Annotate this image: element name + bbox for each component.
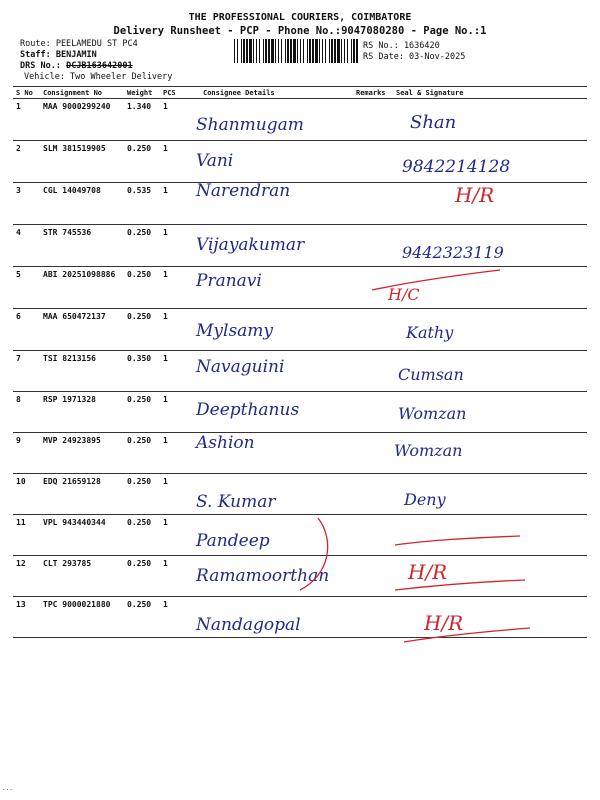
consignment-number: 293785 [62,559,92,568]
row-pcs: 1 [160,556,200,597]
row-signature [393,309,587,351]
row-consignment-no [40,351,124,392]
row-consignment-no [40,392,124,433]
row-consignment-no [40,99,124,141]
table-row [13,392,587,433]
row-consignee [200,183,353,225]
row-consignment-no [40,309,124,351]
consignee-handwriting: Pandeep [196,531,270,551]
row-pcs: 1 [160,433,200,474]
row-weight: 0.250 [124,267,160,309]
signature-handwriting: 9442323119 [402,243,504,262]
row-weight: 0.250 [124,474,160,515]
row-consignment-no [40,556,124,597]
table-row [13,515,587,556]
row-sno: 2 [13,141,40,183]
row-signature [393,141,587,183]
row-sno: 7 [13,351,40,392]
signature-handwriting: 9842214128 [402,157,511,177]
row-consignee [200,392,353,433]
row-sno: 11 [13,515,40,556]
row-pcs: 1 [160,141,200,183]
col-remarks: Remarks [353,87,393,99]
row-sno: 9 [13,433,40,474]
row-signature [393,99,587,141]
row-pcs: 1 [160,267,200,309]
row-signature [393,392,587,433]
consignment-prefix: CLT [43,559,58,568]
staff-name: BENJAMIN [55,50,97,60]
row-remarks [353,309,393,351]
row-pcs: 1 [160,597,200,638]
row-pcs: 1 [160,351,200,392]
consignee-handwriting: Nandagopal [196,615,301,635]
row-weight: 0.350 [124,351,160,392]
row-pcs: 1 [160,515,200,556]
consignment-number: 8213156 [62,354,96,363]
row-remarks [353,225,393,267]
row-weight: 1.340 [124,99,160,141]
route-text: Route: PEELAMEDU ST PC4 [20,39,138,49]
consignment-number: 9000299240 [62,102,111,111]
row-pcs: 1 [160,99,200,141]
col-sno: S No [13,87,40,99]
row-consignee [200,515,353,556]
row-sno: 6 [13,309,40,351]
row-sno: 3 [13,183,40,225]
consignment-prefix: MAA [43,102,58,111]
company-name: THE PROFESSIONAL COURIERS, COIMBATORE [188,12,412,23]
row-signature [393,474,587,515]
row-weight: 0.250 [124,225,160,267]
runsheet-title: Delivery Runsheet - PCP - Phone No.:9047080280 - Page No.:1 [113,25,487,37]
row-remarks [353,597,393,638]
signature-handwriting: H/R [408,560,448,584]
row-pcs: 1 [160,183,200,225]
table-row [13,309,587,351]
consignment-number: 20251098886 [62,270,116,279]
consignee-handwriting: Pranavi [196,271,262,291]
row-remarks [353,267,393,309]
row-consignee [200,267,353,309]
col-pcs: PCS [160,87,200,99]
row-weight: 0.250 [124,515,160,556]
row-remarks [353,474,393,515]
signature-handwriting: H/R [424,611,464,635]
signature-handwriting: Womzan [398,404,467,423]
table-row [13,267,587,309]
row-consignment-no [40,225,124,267]
consignee-handwriting: Ramamoorthan [196,566,330,586]
drs-label: DRS No.: [20,61,61,71]
table-row [13,183,587,225]
table-row [13,99,587,141]
row-signature [393,556,587,597]
drs-number: DCJB163642001 [66,61,133,71]
consignment-number: 381519905 [62,144,106,153]
row-remarks [353,515,393,556]
col-weight: Weight [124,87,160,99]
row-weight: 0.250 [124,556,160,597]
row-consignee [200,141,353,183]
signature-handwriting: H/R [455,183,495,207]
row-consignment-no [40,597,124,638]
consignment-number: 745536 [62,228,92,237]
row-remarks [353,99,393,141]
table-row [13,474,587,515]
row-consignee [200,556,353,597]
consignment-number: 14049708 [62,186,101,195]
row-consignment-no [40,515,124,556]
consignment-number: 650472137 [62,312,106,321]
signature-handwriting: Womzan [394,441,463,460]
row-signature [393,267,587,309]
row-sno: 1 [13,99,40,141]
row-remarks [353,556,393,597]
row-remarks [353,141,393,183]
row-sno: 13 [13,597,40,638]
row-pcs: 1 [160,309,200,351]
row-consignee [200,309,353,351]
staff-label: Staff: [20,50,51,60]
consignment-number: 24923895 [62,436,101,445]
col-consignment: Consignment No [40,87,124,99]
consignment-number: 9000021880 [62,600,111,609]
consignee-handwriting: Vijayakumar [196,235,305,255]
row-signature [393,597,587,638]
col-signature: Seal & Signature [393,87,587,99]
consignment-prefix: ABI [43,270,58,279]
signature-handwriting: Cumsan [398,365,464,384]
row-signature [393,183,587,225]
consignee-handwriting: Deepthanus [196,400,300,420]
footer-mark: ... [2,785,13,792]
table-row [13,556,587,597]
consignment-prefix: CGL [43,186,58,195]
row-remarks [353,392,393,433]
row-consignee [200,351,353,392]
signature-handwriting: Shan [410,112,457,133]
row-consignment-no [40,433,124,474]
runsheet-table [13,86,587,638]
row-weight: 0.250 [124,309,160,351]
table-header-row [13,87,587,99]
row-consignment-no [40,141,124,183]
row-consignee [200,597,353,638]
consignment-prefix: STR [43,228,58,237]
row-sno: 4 [13,225,40,267]
row-pcs: 1 [160,225,200,267]
rs-number: RS No.: 1636420 [363,41,440,51]
signature-handwriting: Deny [404,490,446,509]
table-row [13,141,587,183]
row-signature [393,515,587,556]
consignment-prefix: MAA [43,312,58,321]
table-row [13,225,587,267]
consignment-number: 943440344 [62,518,106,527]
consignment-prefix: RSP [43,395,58,404]
row-consignment-no [40,183,124,225]
col-consignee: Consignee Details [200,87,353,99]
row-signature [393,433,587,474]
row-pcs: 1 [160,474,200,515]
consignment-prefix: VPL [43,518,58,527]
consignment-prefix: TSI [43,354,58,363]
consignment-prefix: SLM [43,144,58,153]
row-consignee [200,433,353,474]
consignment-prefix: EDQ [43,477,58,486]
consignee-handwriting: Vani [196,151,234,171]
consignment-number: 21659128 [62,477,101,486]
row-pcs: 1 [160,392,200,433]
row-consignee [200,225,353,267]
row-sno: 10 [13,474,40,515]
consignment-prefix: TPC [43,600,58,609]
consignee-handwriting: Shanmugam [196,115,304,135]
signature-handwriting: H/C [388,285,420,304]
row-signature [393,225,587,267]
table-row [13,433,587,474]
row-weight: 0.250 [124,433,160,474]
rs-date: RS Date: 03-Nov-2025 [363,52,466,62]
row-weight: 0.250 [124,141,160,183]
consignee-handwriting: Narendran [196,181,291,201]
row-weight: 0.250 [124,392,160,433]
signature-handwriting: Kathy [406,323,454,342]
staff-line [20,50,97,60]
row-sno: 8 [13,392,40,433]
row-consignee [200,99,353,141]
row-sno: 5 [13,267,40,309]
consignee-handwriting: Ashion [196,433,255,453]
row-consignment-no [40,474,124,515]
table-row [13,351,587,392]
row-remarks [353,433,393,474]
row-signature [393,351,587,392]
vehicle-text: Vehicle: Two Wheeler Delivery [24,72,173,82]
consignment-number: 1971328 [62,395,96,404]
row-consignment-no [40,267,124,309]
barcode-image [232,38,360,64]
row-remarks [353,183,393,225]
table-row [13,597,587,638]
consignee-handwriting: Navaguini [196,357,285,377]
row-weight: 0.250 [124,597,160,638]
consignee-handwriting: Mylsamy [196,321,274,341]
consignee-handwriting: S. Kumar [196,492,276,512]
row-sno: 12 [13,556,40,597]
row-remarks [353,351,393,392]
drs-line [20,61,133,71]
consignment-prefix: MVP [43,436,58,445]
row-consignee [200,474,353,515]
row-weight: 0.535 [124,183,160,225]
